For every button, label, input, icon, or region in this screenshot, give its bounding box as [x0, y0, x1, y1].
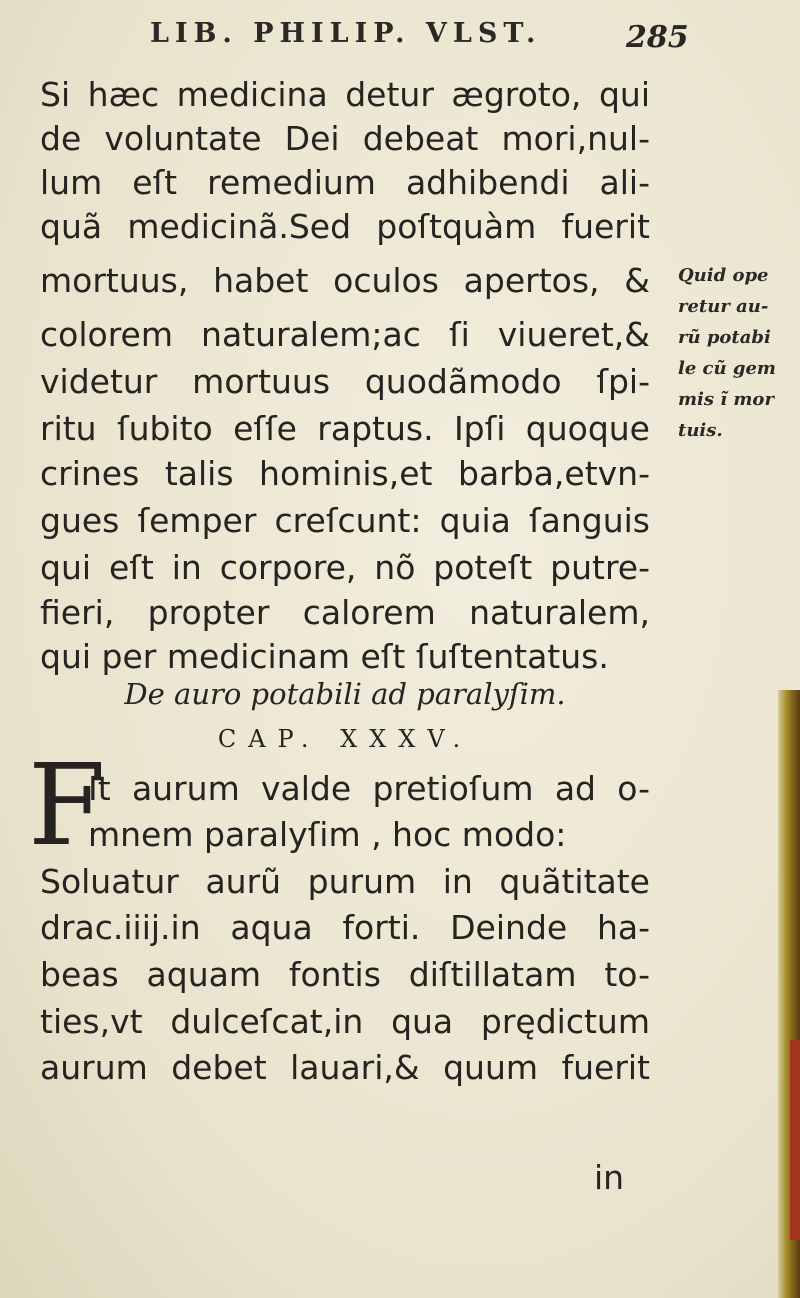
body-line: drac.iiij.in aqua forti. Deinde ha-: [40, 908, 650, 947]
body-line: beas aquam fontis diſtillatam to-: [40, 955, 650, 994]
body-line: colorem naturalem;ac ſi viueret,&: [40, 315, 650, 354]
body-line: qui eſt in corpore, nõ poteſt putre-: [40, 548, 650, 587]
page-number: 285: [626, 20, 689, 55]
body-line: quã medicinã.Sed poſtquàm fuerit: [40, 207, 650, 246]
margin-note-line: retur au-: [678, 296, 769, 317]
section-heading: De auro potabili ad paralyſim.: [124, 677, 566, 711]
body-line: crines talis hominis,et barba,etvn-: [40, 454, 650, 493]
margin-note-line: rũ potabi: [678, 327, 771, 348]
body-line: mortuus, habet oculos apertos, &: [40, 261, 650, 300]
margin-note-line: le cũ gem: [678, 358, 776, 379]
body-line: aurum debet lauari,& quum fuerit: [40, 1048, 650, 1087]
running-head: LIB. PHILIP. VLST.: [150, 18, 542, 49]
margin-note-line: tuis.: [678, 420, 723, 441]
book-edge-red: [790, 1040, 800, 1240]
body-line: ritu ſubito eſſe raptus. Ipſi quoque: [40, 409, 650, 448]
body-line: ties,vt dulceſcat,in qua prędictum: [40, 1002, 650, 1041]
body-line: fieri, propter calorem naturalem,: [40, 593, 650, 632]
catchword: in: [594, 1158, 625, 1197]
margin-note: [678, 260, 796, 446]
body-line: gues ſemper creſcunt: quia ſanguis: [40, 501, 650, 540]
margin-note-line: Quid ope: [678, 265, 769, 286]
body-line: mnem paralyſim , hoc modo:: [88, 815, 567, 854]
body-line: de voluntate Dei debeat mori,nul-: [40, 119, 650, 158]
body-line: It aurum valde pretioſum ad o-: [88, 769, 650, 808]
chapter-number: CAP. XXXV.: [217, 725, 473, 753]
body-line: videtur mortuus quodãmodo ſpi-: [40, 362, 650, 401]
body-line: qui per medicinam eſt ſuſtentatus.: [40, 637, 609, 676]
body-line: Soluatur aurũ purum in quãtitate: [40, 862, 650, 901]
body-line: lum eſt remedium adhibendi ali-: [40, 163, 650, 202]
body-line: Si hæc medicina detur ægroto, qui: [40, 75, 650, 114]
margin-note-line: mis ĩ mor: [678, 389, 774, 410]
drop-initial: F: [28, 741, 106, 871]
